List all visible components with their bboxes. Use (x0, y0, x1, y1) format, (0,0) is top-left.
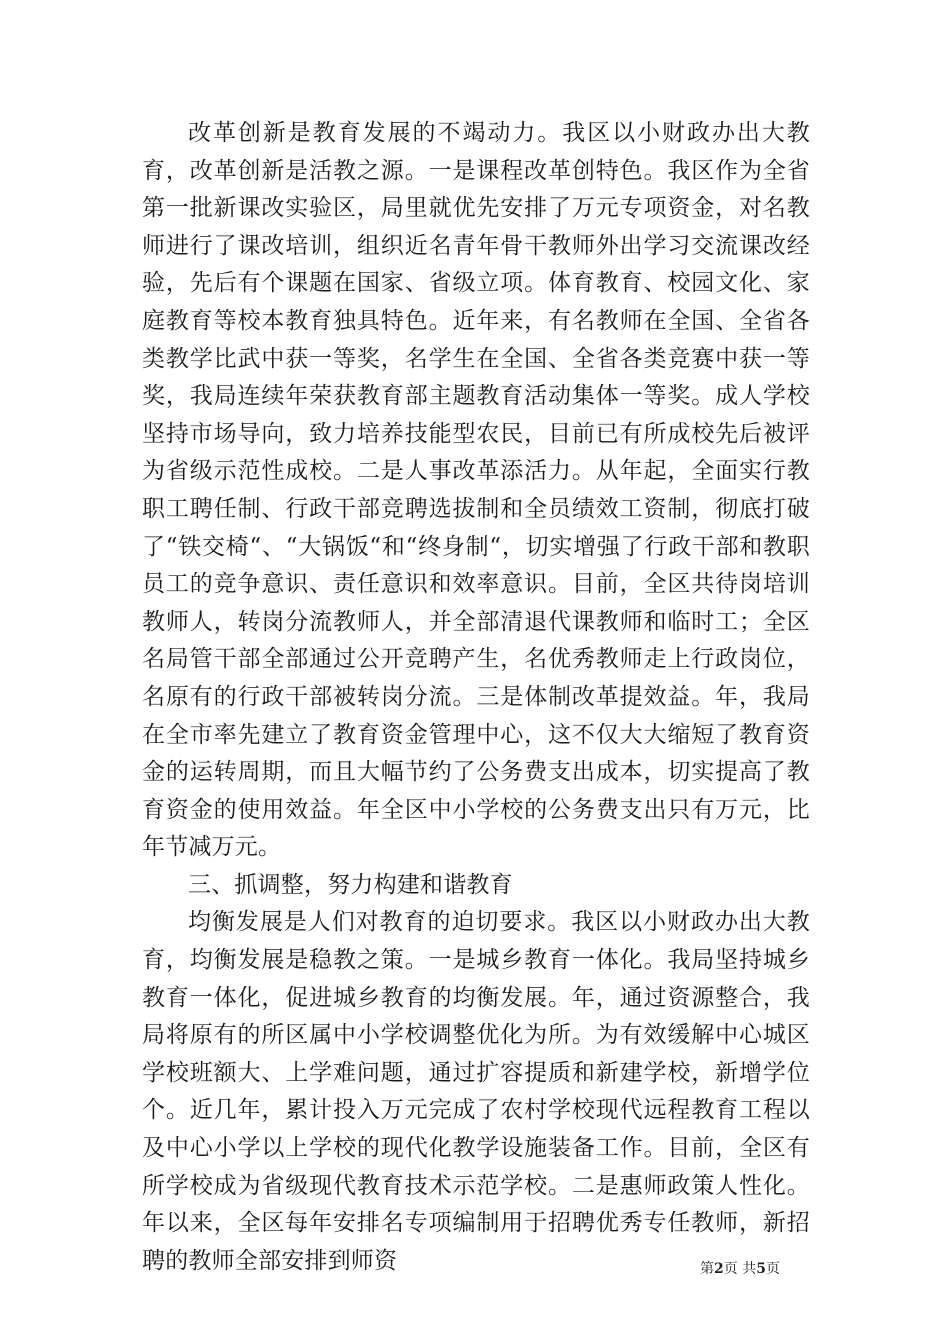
current-page-number: 2 (714, 1261, 724, 1277)
paragraph-reform-innovation: 改革创新是教育发展的不竭动力。我区以小财政办出大教育，改革创新是活教之源。一是课程改革创特色。我区作为全省第一批新课改实验区，局里就优先安排了万元专项资金，对名教师进行了课改培训，组织近名青年骨干教师外出学习交流课改经验，先后有个课题在国家、省级立项。体育教育、校园文化、家庭教育等校本教育独具特色。近年来，有名教师在全国、全省各类教学比武中获一等奖，名学生在全国、全省各类竞赛中获一等奖，我局连续年荣获教育部主题教育活动集体一等奖。成人学校坚持市场导向，致力培养技能型农民，目前已有所成校先后被评为省级示范性成校。二是人事改革添活力。从年起，全面实行教职工聘任制、行政干部竞聘选拔制和全员绩效工资制，彻底打破了“铁交椅“、“大锅饭“和“终身制“，切实增强了行政干部和教职员工的竞争意识、责任意识和效率意识。目前，全区共待岗培训教师人，转岗分流教师人，并全部清退代课教师和临时工；全区名局管干部全部通过公开竞聘产生，名优秀教师走上行政岗位，名原有的行政干部被转岗分流。三是体制改革提效益。年，我局在全市率先建立了教育资金管理中心，这不仅大大缩短了教育资金的运转周期，而且大幅节约了公务费支出成本，切实提高了教育资金的使用效益。年全区中小学校的公务费支出只有万元，比年节减万元。 (142, 120, 810, 861)
page-number-footer (700, 1258, 780, 1278)
footer-suffix: 页 (765, 1261, 780, 1277)
footer-middle: 页 共 (723, 1261, 757, 1277)
total-page-count: 5 (756, 1261, 766, 1277)
footer-prefix: 第 (700, 1261, 714, 1277)
section-heading-adjustment: 三、抓调整，努力构建和谐教育 (188, 871, 513, 898)
paragraph-balanced-development: 均衡发展是人们对教育的迫切要求。我区以小财政办出大教育，均衡发展是稳教之策。一是城乡教育一体化。我局坚持城乡教育一体化，促进城乡教育的均衡发展。年，通过资源整合，我局将原有的所区属中小学校调整优化为所。为有效缓解中心城区学校班额大、上学难问题，通过扩容提质和新建学校，新增学位个。近几年，累计投入万元完成了农村学校现代远程教育工程以及中心小学以上学校的现代化教学设施装备工作。目前，全区有所学校成为省级现代教育技术示范学校。二是惠师政策人性化。年以来，全区每年安排名专项编制用于招聘优秀专任教师，新招聘的教师全部安排到师资 (142, 909, 810, 1274)
document-body (142, 115, 810, 1280)
